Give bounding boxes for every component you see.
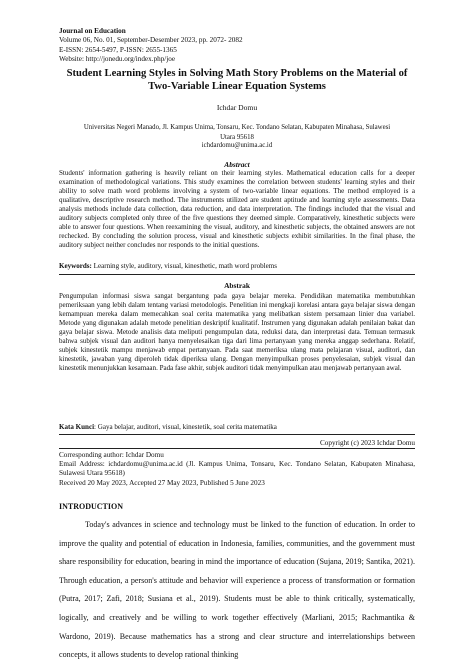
correspondence-address: Email Address: ichdardomu@unima.ac.id (Jl. Kampus Unima, Tonsaru, Kec. Tondano Selatan, Kabupaten Minahasa, Sulawesi Utara 95618) (59, 460, 415, 478)
journal-website[interactable]: Website: http://jonedu.org/index.php/joe (59, 55, 176, 64)
journal-name: Journal on Education (59, 27, 126, 35)
journal-volume: Volume 06, No. 01, September-Desember 2023, pp. 2072- 2082 (59, 36, 243, 45)
journal-header (59, 27, 243, 65)
corresponding-author: Corresponding author: Ichdar Domu (59, 451, 164, 459)
abstrak-heading: Abstrak (224, 281, 250, 290)
copyright-divider (59, 448, 415, 449)
abstract-text: Students' information gathering is heavily reliant on their learning styles. Mathematical education calls for a deeper examination of methodological variations. This study examines the correlation between students' learning styles and their ability to solve math word problems involving a system of two-variable linear equations. The method employed is a qualitative, descriptive research method. The instruments utilized are student aptitude and learning style assessments. Data analysis methods include data collection, data reduction, and data interpretation. The findings included that the visual and auditory subjects completed only three of the five questions they deemed simple. Comparatively, kinesthetic subjects were able to answer four questions. When reexamining the visual, auditory, and kinesthetic subjects, the obtained answers are not rechecked. By concluding the solution process, visual and kinesthetic subjects exhibit similarities. In the final phase, the auditory subject neither concludes nor responds to the initial questions. (59, 169, 415, 249)
paper-title: Student Learning Styles in Solving Math Story Problems on the Material of Two-Variable Linear Equation Systems (66, 68, 408, 92)
introduction-heading: INTRODUCTION (59, 502, 124, 511)
journal-issn: E-ISSN: 2654-5497, P-ISSN: 2655-1365 (59, 45, 177, 54)
author-affiliation: Universitas Negeri Manado, Jl. Kampus Unima, Tonsaru, Kec. Tondano Selatan, Kabupaten Minahasa, Sulawesi Utara 95618 (83, 124, 391, 141)
correspondence-block (59, 451, 415, 488)
abstract-divider (59, 274, 415, 275)
kata-kunci-label: Kata Kunci (59, 423, 95, 431)
introduction-text (59, 516, 415, 665)
abstract-keywords (59, 262, 415, 271)
keywords-value: Learning style, auditory, visual, kinesthetic, math word problems (93, 262, 277, 270)
introduction-paragraph: Today's advances in science and technology must be linked to the function of education. In order to improve the quality and potential of education in Indonesia, families, communities, and the government must share responsibility for education, bearing in mind the importance of education (Sujana, 2019; Santika, 2021). Through education, a person's attitude and behavior will experience a process of transformation or formation (Putra, 2017; Zafi, 2018; Susiana et al., 2019). Students must be able to think critically, systematically, logically, and creatively and be willing to work together effectively (Marliani, 2015; Rachmantika & Wardono, 2019). Because mathematics has a strong and clear structure and interrelationships between concepts, it allows students to develop rational thinking (59, 520, 415, 660)
author-email[interactable]: ichdardomu@unima.ac.id (201, 142, 273, 149)
keywords-label: Keywords: (59, 262, 92, 270)
abstrak-divider (59, 434, 415, 435)
publication-dates: Received 20 May 2023, Accepted 27 May 2023, Published 5 June 2023 (59, 478, 265, 487)
abstrak-text: Pengumpulan informasi siswa sangat bergantung pada gaya belajar mereka. Pendidikan matematika membutuhkan pemeriksaan yang lebih dalam tentang variasi metodologis. Penelitian ini mengkaji korelasi antara gaya belajar siswa dengan kemampuan mereka dalam memecahkan soal cerita matematika yang melibatkan sistem persamaan linier dua variabel. Metode yang digunakan adalah metode penelitian deskriptif kualitatif. Instrumen yang digunakan adalah penilaian bakat dan gaya belajar siswa. Metode analisis data meliputi pengumpulan data, reduksi data, dan interpretasi data. Temuan termasuk bahwa subjek visual dan auditori hanya menyelesaikan tiga dari lima pertanyaan yang mereka anggap sederhana. Relatif, subjek kinestetik mampu menjawab empat pertanyaan. Pada saat memeriksa ulang mata pelajaran visual, auditori, dan kinestetik, jawaban yang diperoleh tidak diperiksa ulang. Dengan menyimpulkan proses penyelesaian, subjek visual dan kinestetik menunjukkan kesamaan. Pada fase akhir, subjek auditori tidak menyimpulkan atau menjawab pertanyaan awal. (59, 292, 415, 372)
kata-kunci-value: : Gaya belajar, auditori, visual, kinestetik, soal cerita matematika (94, 423, 277, 431)
abstract-heading: Abstract (224, 160, 250, 169)
abstrak-keywords (59, 423, 415, 432)
copyright-notice: Copyright (c) 2023 Ichdar Domu (319, 439, 415, 447)
author-name: Ichdar Domu (216, 103, 258, 112)
